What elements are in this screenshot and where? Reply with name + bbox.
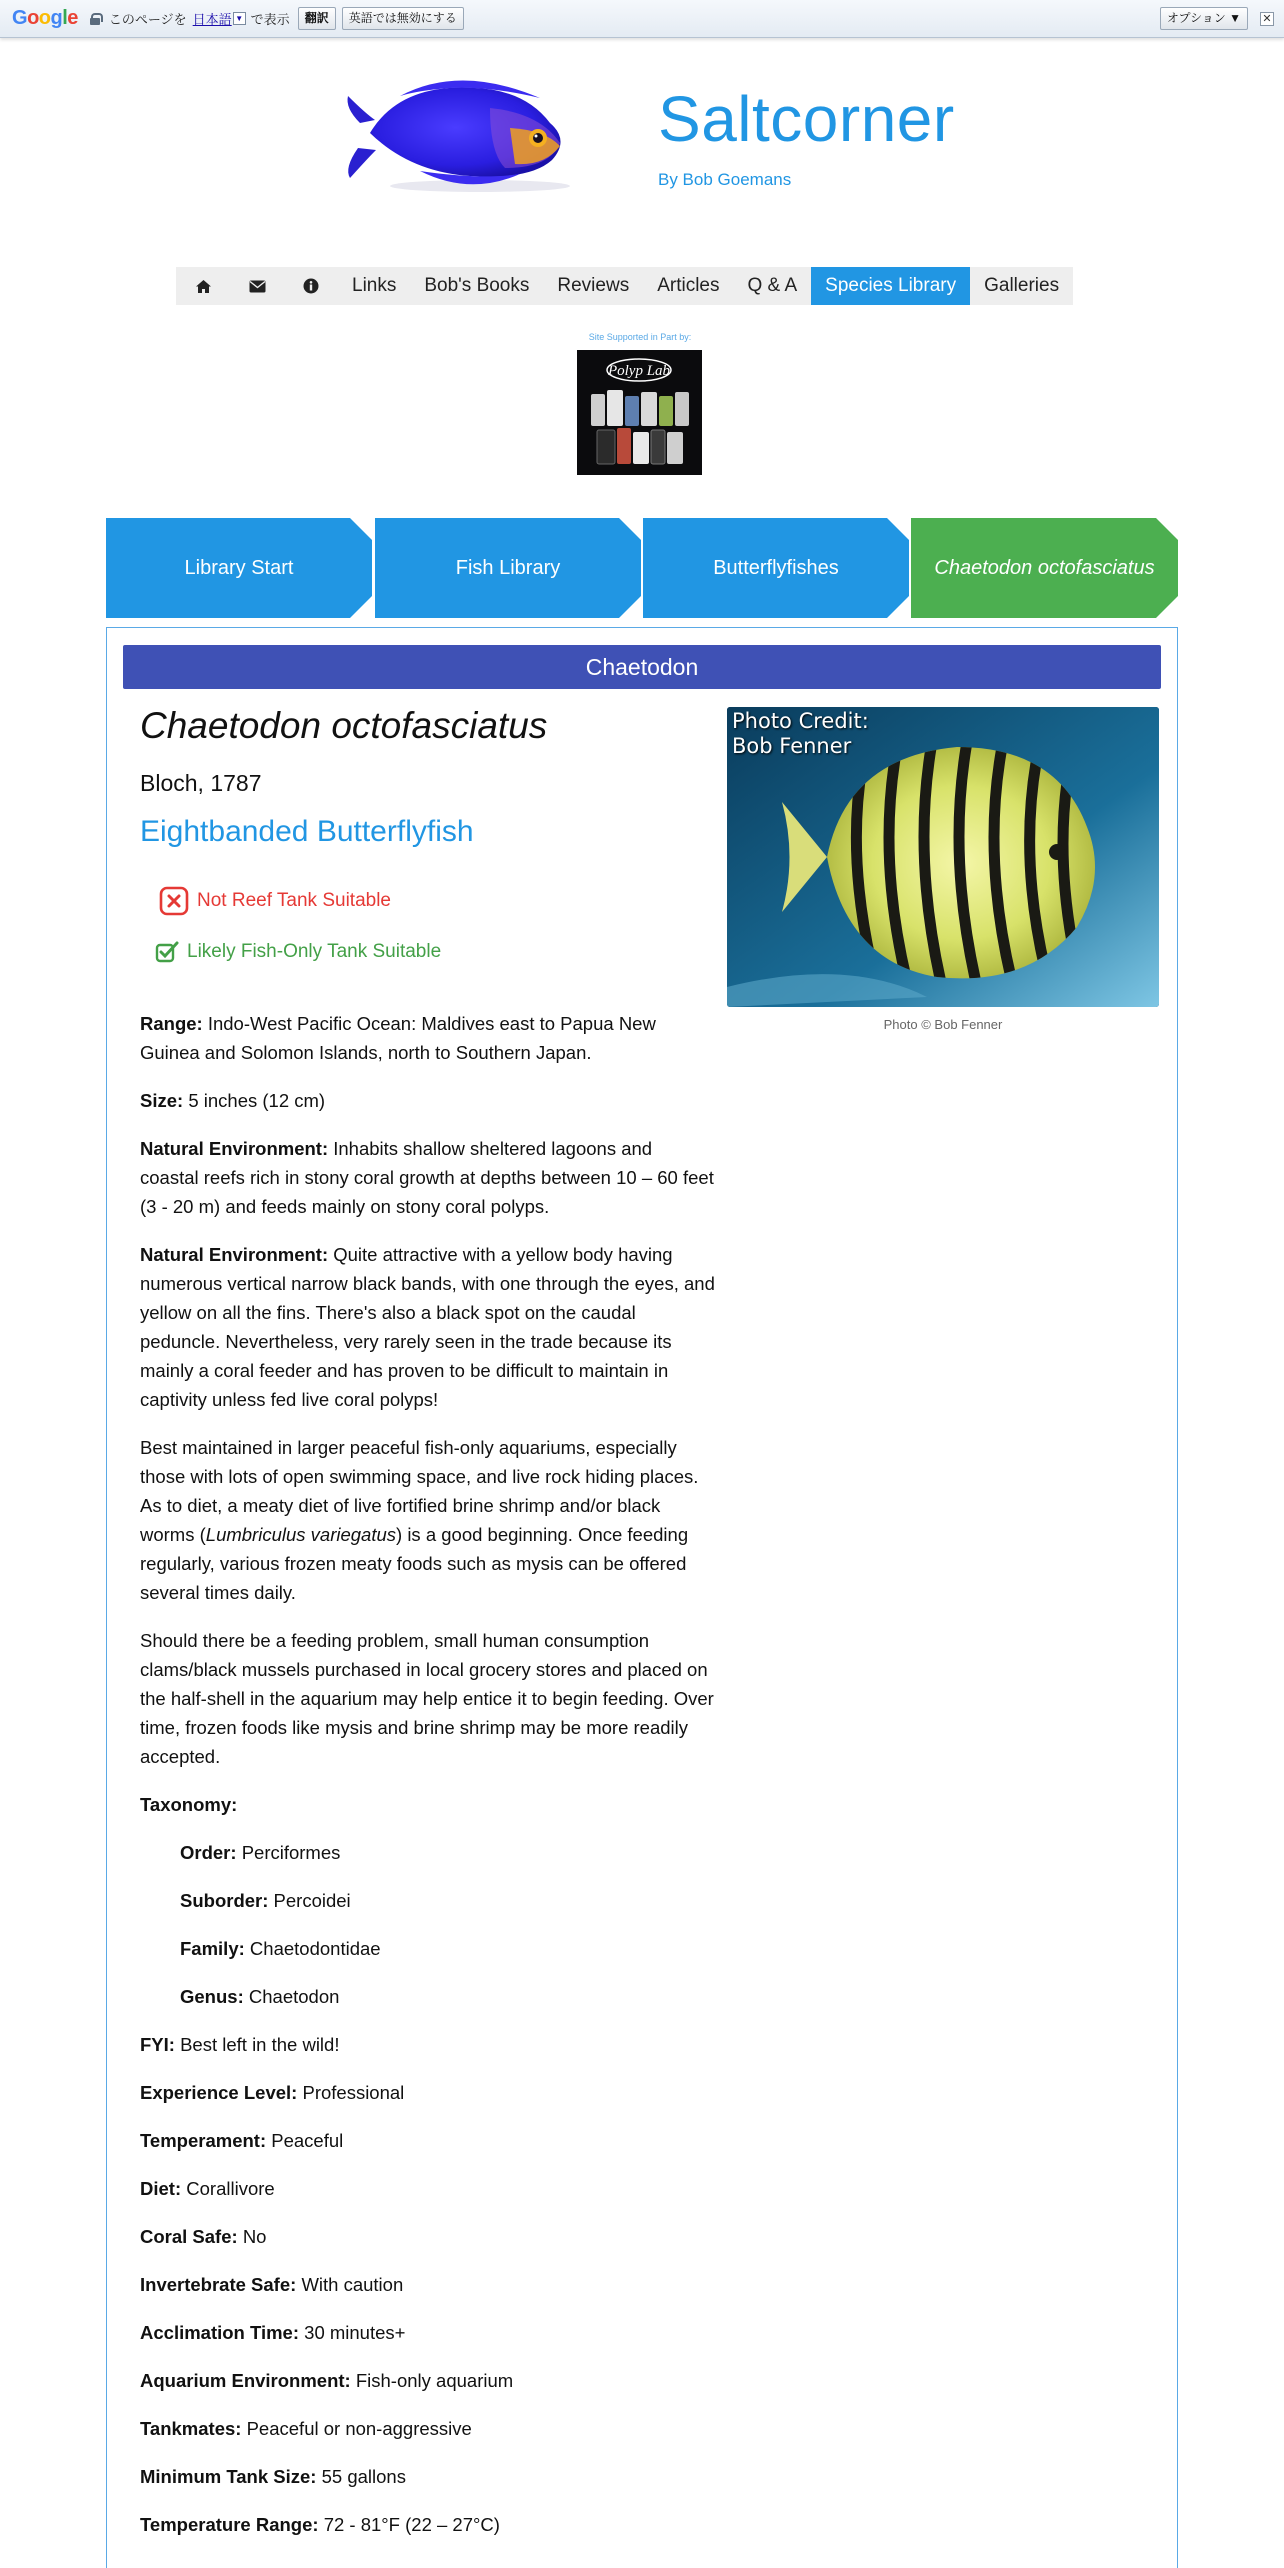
site-logo-fish[interactable] xyxy=(340,68,610,203)
main-nav xyxy=(176,267,1073,305)
experience-label: Experience Level: xyxy=(140,2082,298,2103)
care-text-1: Best maintained in larger peaceful fish-only aquariums, especially those with lots of open swimming space, and live rock hiding places. As to diet, a meaty diet of live fortified brine shrimp and/or black worms ( xyxy=(140,1437,699,1545)
size-label: Size: xyxy=(140,1090,184,1111)
breadcrumb-fish-library[interactable]: Fish Library xyxy=(375,518,641,618)
description-label: Natural Environment: xyxy=(140,1244,329,1265)
species-photo[interactable] xyxy=(727,707,1159,1007)
diet-label: Diet: xyxy=(140,2178,182,2199)
aquarium-environment-value: Fish-only aquarium xyxy=(355,2370,514,2391)
environment-value: Inhabits shallow sheltered lagoons and coastal reefs rich in stony coral growth at depths between 10 – 60 feet (3 - 20 m) and feeds mainly on stony coral polyps. xyxy=(140,1138,714,1217)
diet-value: Corallivore xyxy=(186,2178,275,2199)
fyi-value: Best left in the wild! xyxy=(180,2034,340,2055)
scientific-name: Chaetodon octofasciatus xyxy=(140,705,548,746)
range-value: Indo-West Pacific Ocean: Maldives east to Papua New Guinea and Solomon Islands, north to Southern Japan. xyxy=(140,1013,656,1063)
photo-credit-overlay: Photo Credit: Bob Fenner xyxy=(732,709,869,758)
reef-suitability-label: Not Reef Tank Suitable xyxy=(197,890,391,911)
nav-galleries[interactable]: Galleries xyxy=(984,275,1060,296)
order-value: Perciformes xyxy=(241,1842,341,1863)
fyi-row xyxy=(140,2030,715,2059)
breadcrumb-library-start[interactable]: Library Start xyxy=(106,518,372,618)
fish-only-suitability-badge xyxy=(155,941,441,963)
translate-prompt: このページを xyxy=(108,12,187,27)
species-details xyxy=(140,1009,715,2558)
family-label: Family: xyxy=(180,1938,245,1959)
nav-qa[interactable]: Q & A xyxy=(747,275,798,296)
temperament-row xyxy=(140,2126,715,2155)
diet-row xyxy=(140,2174,715,2203)
language-select[interactable]: 日本語 xyxy=(192,12,232,27)
nav-articles[interactable]: Articles xyxy=(657,275,720,296)
taxonomy-order xyxy=(140,1838,715,1867)
taxonomy-genus xyxy=(140,1982,715,2011)
description-value: Quite attractive with a yellow body having numerous vertical narrow black bands, with one through the eyes, and yellow on all the fins. There's also a black spot on the caudal peduncle. Nevertheless, very rarely seen in the trade because its mainly a coral feeder and has proven to be difficult to maintain in captivity unless fed live coral polyps! xyxy=(140,1244,715,1410)
range-label: Range: xyxy=(140,1013,203,1034)
family-value: Chaetodontidae xyxy=(249,1938,381,1959)
min-tank-size-label: Minimum Tank Size: xyxy=(140,2466,317,2487)
tankmates-row xyxy=(140,2414,715,2443)
acclimation-label: Acclimation Time: xyxy=(140,2322,300,2343)
coral-safe-row xyxy=(140,2222,715,2251)
genus-label: Genus: xyxy=(180,1986,244,2007)
fyi-label: FYI: xyxy=(140,2034,175,2055)
translate-bar xyxy=(0,0,1284,38)
suborder-value: Percoidei xyxy=(273,1890,351,1911)
site-subtitle: By Bob Goemans xyxy=(658,170,792,189)
close-icon[interactable]: ✕ xyxy=(1260,12,1274,26)
sponsor-brand: Polyp Lab xyxy=(607,363,671,379)
nav-contact[interactable] xyxy=(230,267,284,305)
chevron-down-icon[interactable]: ▼ xyxy=(233,12,246,25)
home-icon xyxy=(195,279,212,294)
taxonomy-heading xyxy=(140,1790,715,1819)
breadcrumb-butterflyfishes[interactable]: Butterflyfishes xyxy=(643,518,909,618)
care-paragraph xyxy=(140,1433,715,1607)
nav-bobs-books[interactable]: Bob's Books xyxy=(424,275,530,296)
genus-value: Chaetodon xyxy=(248,1986,340,2007)
experience-value: Professional xyxy=(302,2082,405,2103)
common-name: Eightbanded Butterflyfish xyxy=(140,815,474,848)
envelope-icon xyxy=(249,280,266,293)
feeding-paragraph: Should there be a feeding problem, small human consumption clams/black mussels purchased in local grocery stores and placed on the half-shell in the aquarium may help entice it to begin feeding. Over time, frozen foods like mysis and brine shrimp may be more readily accepted. xyxy=(140,1630,714,1767)
info-icon xyxy=(303,278,319,294)
species-author: Bloch, 1787 xyxy=(140,770,262,796)
range-row xyxy=(140,1009,715,1067)
invertebrate-safe-row xyxy=(140,2270,715,2299)
invertebrate-safe-label: Invertebrate Safe: xyxy=(140,2274,297,2295)
temperature-range-value: 72 - 81°F (22 – 27°C) xyxy=(323,2514,500,2535)
taxonomy-label: Taxonomy: xyxy=(140,1794,238,1815)
aquarium-environment-row xyxy=(140,2366,715,2395)
taxonomy-family xyxy=(140,1934,715,1963)
nav-species-library[interactable]: Species Library xyxy=(811,267,970,305)
translate-prompt-suffix: で表示 xyxy=(250,12,290,27)
coral-safe-value: No xyxy=(242,2226,267,2247)
reef-suitability-badge xyxy=(159,886,391,916)
suborder-label: Suborder: xyxy=(180,1890,269,1911)
care-text-2: ) is a good beginning. Once feeding regularly, various frozen meaty foods such as mysis can be offered several times daily. xyxy=(140,1524,689,1603)
lock-icon xyxy=(90,13,100,24)
nav-links[interactable]: Links xyxy=(352,275,397,296)
site-title[interactable]: Saltcorner xyxy=(658,83,955,155)
acclimation-row xyxy=(140,2318,715,2347)
size-value: 5 inches (12 cm) xyxy=(188,1090,326,1111)
care-species-name: Lumbriculus variegatus xyxy=(205,1524,397,1545)
sponsor-label: Site Supported in Part by: xyxy=(588,332,692,342)
size-row xyxy=(140,1086,715,1115)
aquarium-environment-label: Aquarium Environment: xyxy=(140,2370,351,2391)
temperament-label: Temperament: xyxy=(140,2130,267,2151)
taxonomy-suborder xyxy=(140,1886,715,1915)
tankmates-value: Peaceful or non-aggressive xyxy=(246,2418,472,2439)
fish-only-suitability-label: Likely Fish-Only Tank Suitable xyxy=(187,941,442,962)
temperature-range-label: Temperature Range: xyxy=(140,2514,319,2535)
breadcrumb xyxy=(106,518,1178,618)
breadcrumb-current-species: Chaetodon octofasciatus xyxy=(911,518,1178,618)
nav-home[interactable] xyxy=(176,267,230,305)
description-row xyxy=(140,1240,715,1414)
acclimation-value: 30 minutes+ xyxy=(304,2322,406,2343)
tankmates-label: Tankmates: xyxy=(140,2418,242,2439)
environment-label: Natural Environment: xyxy=(140,1138,329,1159)
temperature-range-row xyxy=(140,2510,715,2539)
sponsor-banner[interactable] xyxy=(577,350,702,475)
invertebrate-safe-value: With caution xyxy=(301,2274,404,2295)
environment-row xyxy=(140,1134,715,1221)
min-tank-size-value: 55 gallons xyxy=(321,2466,406,2487)
never-translate-button[interactable]: 英語では無効にする xyxy=(342,7,464,30)
options-button[interactable]: オプション ▼ xyxy=(1160,7,1248,30)
translate-button[interactable]: 翻訳 xyxy=(298,7,336,30)
nav-about[interactable] xyxy=(284,267,338,305)
google-logo: Google xyxy=(12,7,78,29)
experience-row xyxy=(140,2078,715,2107)
x-square-icon xyxy=(159,886,189,916)
check-square-icon xyxy=(155,941,179,963)
photo-caption: Photo © Bob Fenner xyxy=(883,1017,1003,1032)
nav-reviews[interactable]: Reviews xyxy=(557,275,630,296)
min-tank-size-row xyxy=(140,2462,715,2491)
species-panel xyxy=(106,627,1178,2568)
order-label: Order: xyxy=(180,1842,237,1863)
temperament-value: Peaceful xyxy=(271,2130,344,2151)
genus-heading: Chaetodon xyxy=(123,645,1161,689)
coral-safe-label: Coral Safe: xyxy=(140,2226,238,2247)
